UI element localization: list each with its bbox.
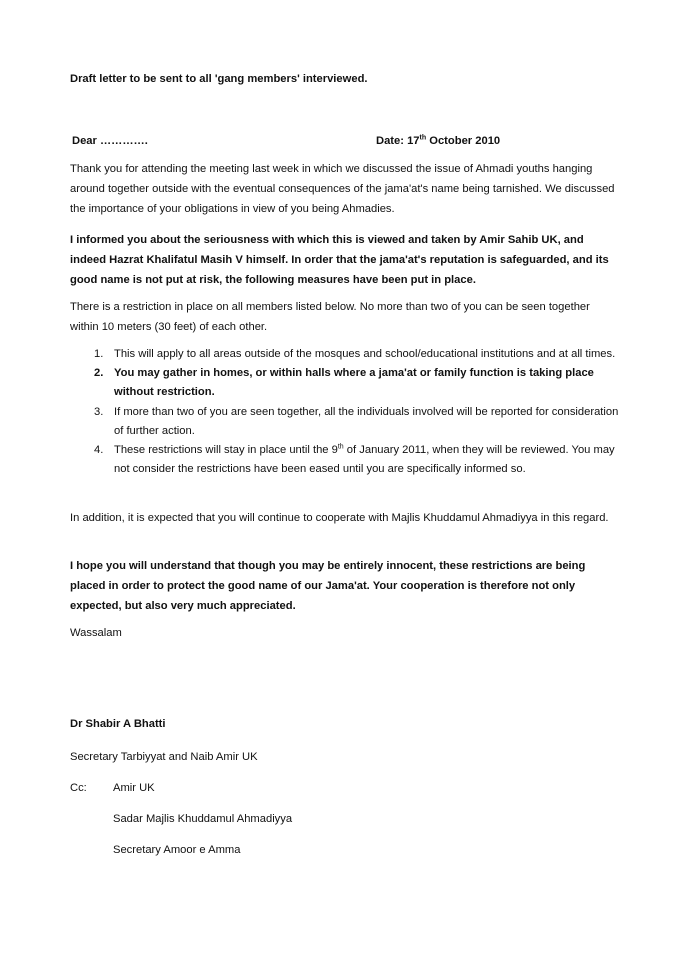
date-prefix: Date: 17: [376, 135, 420, 147]
list-text-superscript: th: [337, 443, 344, 451]
cc-label: Cc:: [70, 782, 87, 794]
paragraph-3: There is a restriction in place on all members listed below. No more than two of you can be seen together within 10 meters (30 feet) of each other.: [70, 301, 590, 333]
list-text-after: of January 2011, when they will be reviewed. You may not consider the restrictions have been eased until you are specifically informed so.: [114, 444, 615, 476]
paragraph-1: Thank you for attending the meeting last week in which we discussed the issue of Ahmadi youths hanging around together outside with the eventual consequences of the jama'at's name being tarnished. We discussed the importance of your obligations in view of you being Ahmadies.: [70, 163, 615, 215]
letter-date: [376, 131, 500, 151]
list-text: If more than two of you are seen together, all the individuals involved will be reported for consideration of further action.: [114, 405, 619, 437]
date-suffix: October 2010: [426, 135, 501, 147]
list-text: This will apply to all areas outside of the mosques and school/educational institutions and at all times.: [114, 348, 616, 360]
cc-recipient: Secretary Amoor e Amma: [113, 844, 241, 856]
signatory-title: Secretary Tarbiyyat and Naib Amir UK: [70, 751, 258, 763]
list-item: [94, 364, 624, 402]
list-text: You may gather in homes, or within halls where a jama'at or family function is taking place without restriction.: [114, 367, 594, 399]
date-superscript: th: [419, 134, 427, 142]
signatory-name: Dr Shabir A Bhatti: [70, 718, 166, 730]
salutation: Dear ………….: [72, 135, 148, 147]
list-item: [94, 441, 624, 479]
cc-recipient: Amir UK: [113, 782, 155, 794]
letter-title: Draft letter to be sent to all 'gang members' interviewed.: [70, 73, 368, 85]
list-number: 2.: [94, 367, 104, 380]
list-item: [94, 403, 624, 441]
list-text-before: These restrictions will stay in place until the 9: [114, 444, 338, 457]
cc-recipient: Sadar Majlis Khuddamul Ahmadiyya: [113, 813, 293, 825]
list-number: 4.: [94, 444, 104, 457]
paragraph-5: I hope you will understand that though you may be entirely innocent, these restrictions are being placed in order to protect the good name of our Jama'at. Your cooperation is therefore not only expected, but also very much appreciated.: [70, 560, 586, 612]
paragraph-4: In addition, it is expected that you will continue to cooperate with Majlis Khuddamul Ahmadiyya in this regard.: [70, 512, 609, 524]
list-item: [94, 345, 624, 364]
closing: Wassalam: [70, 627, 122, 639]
list-number: 1.: [94, 348, 104, 360]
list-number: 3.: [94, 405, 104, 418]
restriction-list: [94, 345, 624, 479]
paragraph-2: I informed you about the seriousness with which this is viewed and taken by Amir Sahib UK, and indeed Hazrat Khalifatul Masih V himself. In order that the jama'at's reputation is safeguarded, and its good name is not put at risk, the following measures have been put in place.: [70, 234, 609, 286]
